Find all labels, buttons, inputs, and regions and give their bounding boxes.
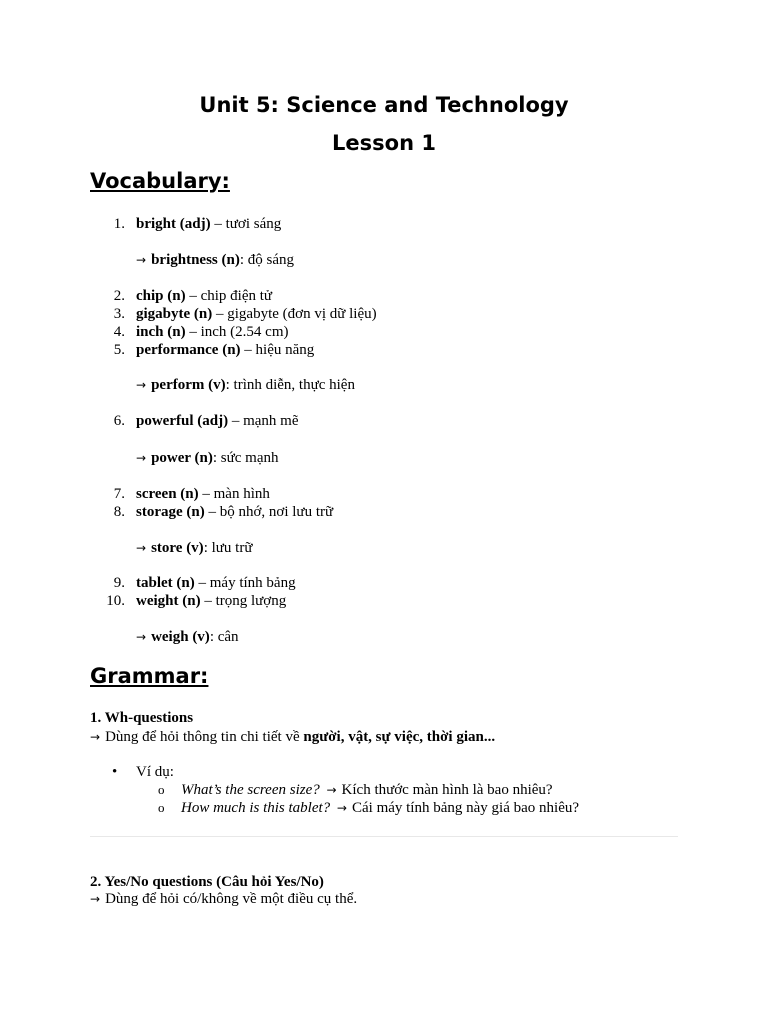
vocab-separator: – <box>228 413 244 429</box>
vocab-meaning: màn hình <box>213 486 270 502</box>
vocab-meaning: gigabyte (đơn vị dữ liệu) <box>227 306 377 322</box>
vocab-meaning: hiệu năng <box>255 342 315 358</box>
vocab-term: power (n) <box>151 450 213 466</box>
vocab-separator: – <box>204 504 220 520</box>
yes-no-questions-desc: → Dùng để hỏi có/không về một điều cụ thể. <box>90 891 358 907</box>
vocab-term: storage (n) <box>136 504 205 520</box>
arrow-icon: → <box>90 892 101 906</box>
example-answer: Kích thước màn hình là bao nhiêu? <box>341 782 553 798</box>
vocab-meaning: trình diễn, thực hiện <box>233 377 355 393</box>
arrow-icon: → <box>326 783 337 797</box>
vocab-meaning: lưu trữ <box>211 540 253 556</box>
unit-title: Unit 5: Science and Technology <box>199 93 569 117</box>
vocab-term: brightness (n) <box>151 252 240 268</box>
grammar-heading: Grammar: <box>90 664 209 688</box>
vocab-term: powerful (adj) <box>136 413 229 429</box>
wh-questions-title: 1. Wh-questions <box>90 710 194 726</box>
vocab-separator: – <box>198 486 214 502</box>
arrow-icon: → <box>136 630 147 644</box>
vocab-term: gigabyte (n) <box>136 306 213 322</box>
example-question: How much is this tablet? <box>181 800 331 816</box>
wh-questions-desc: → Dùng để hỏi thông tin chi tiết về người, vật, sự việc, thời gian... <box>90 729 496 745</box>
example-answer: Cái máy tính bảng này giá bao nhiêu? <box>351 800 580 816</box>
circle-bullet-icon: o <box>158 800 165 815</box>
vocab-separator: : <box>209 629 218 645</box>
vocab-meaning: inch (2.54 cm) <box>200 324 289 340</box>
yes-no-questions-title: 2. Yes/No questions (Câu hỏi Yes/No) <box>90 874 324 890</box>
vocab-number: 9. <box>113 575 125 591</box>
vocab-term: store (v) <box>151 540 204 556</box>
vocab-separator: – <box>212 306 228 322</box>
bullet-icon: • <box>112 764 118 780</box>
vocab-term: weight (n) <box>136 593 201 609</box>
vocab-number: 3. <box>113 306 125 322</box>
lesson-title: Lesson 1 <box>332 131 436 155</box>
vocab-meaning: bộ nhớ, nơi lưu trữ <box>219 504 334 520</box>
vocab-term: bright (adj) <box>136 216 211 232</box>
arrow-icon: → <box>136 253 147 267</box>
arrow-icon: → <box>336 801 347 815</box>
arrow-icon: → <box>136 541 147 555</box>
vocab-number: 5. <box>113 342 125 358</box>
vocab-number: 8. <box>113 504 125 520</box>
arrow-icon: → <box>90 730 101 744</box>
vocab-separator: : <box>203 540 212 556</box>
vocab-term: chip (n) <box>136 288 186 304</box>
vocab-separator: – <box>240 342 256 358</box>
section-divider <box>90 836 678 837</box>
vocab-separator: : <box>212 450 221 466</box>
vocab-term: screen (n) <box>136 486 199 502</box>
vocab-term: weigh (v) <box>151 629 210 645</box>
vocab-number: 10. <box>106 593 125 609</box>
vocab-meaning: trọng lượng <box>215 593 287 609</box>
vocab-meaning: độ sáng <box>247 252 294 268</box>
vocab-separator: – <box>185 288 201 304</box>
vocab-meaning: máy tính bảng <box>209 575 296 591</box>
vocab-meaning: cân <box>217 629 239 645</box>
arrow-icon: → <box>136 451 147 465</box>
arrow-icon: → <box>136 378 147 392</box>
vocab-number: 4. <box>113 324 125 340</box>
example-question: What’s the screen size? <box>181 782 320 798</box>
circle-bullet-icon: o <box>158 782 165 797</box>
vocab-number: 2. <box>113 288 125 304</box>
vocab-meaning: sức mạnh <box>220 450 279 466</box>
vocabulary-heading: Vocabulary: <box>90 169 230 193</box>
vocab-term: perform (v) <box>151 377 226 393</box>
vocab-term: tablet (n) <box>136 575 195 591</box>
vocab-separator: – <box>185 324 201 340</box>
vocab-separator: – <box>200 593 216 609</box>
vocab-separator: – <box>194 575 210 591</box>
vocab-separator: : <box>225 377 234 393</box>
vocab-number: 1. <box>113 216 125 232</box>
example-label: Ví dụ: <box>136 764 174 780</box>
vocab-term: inch (n) <box>136 324 186 340</box>
vocab-number: 6. <box>113 413 125 429</box>
vocab-meaning: mạnh mẽ <box>243 413 299 429</box>
vocab-separator: : <box>239 252 248 268</box>
vocab-number: 7. <box>113 486 125 502</box>
vocab-separator: – <box>210 216 226 232</box>
vocab-meaning: tươi sáng <box>225 216 282 232</box>
vocab-meaning: chip điện tử <box>200 288 273 304</box>
vocab-term: performance (n) <box>136 342 241 358</box>
